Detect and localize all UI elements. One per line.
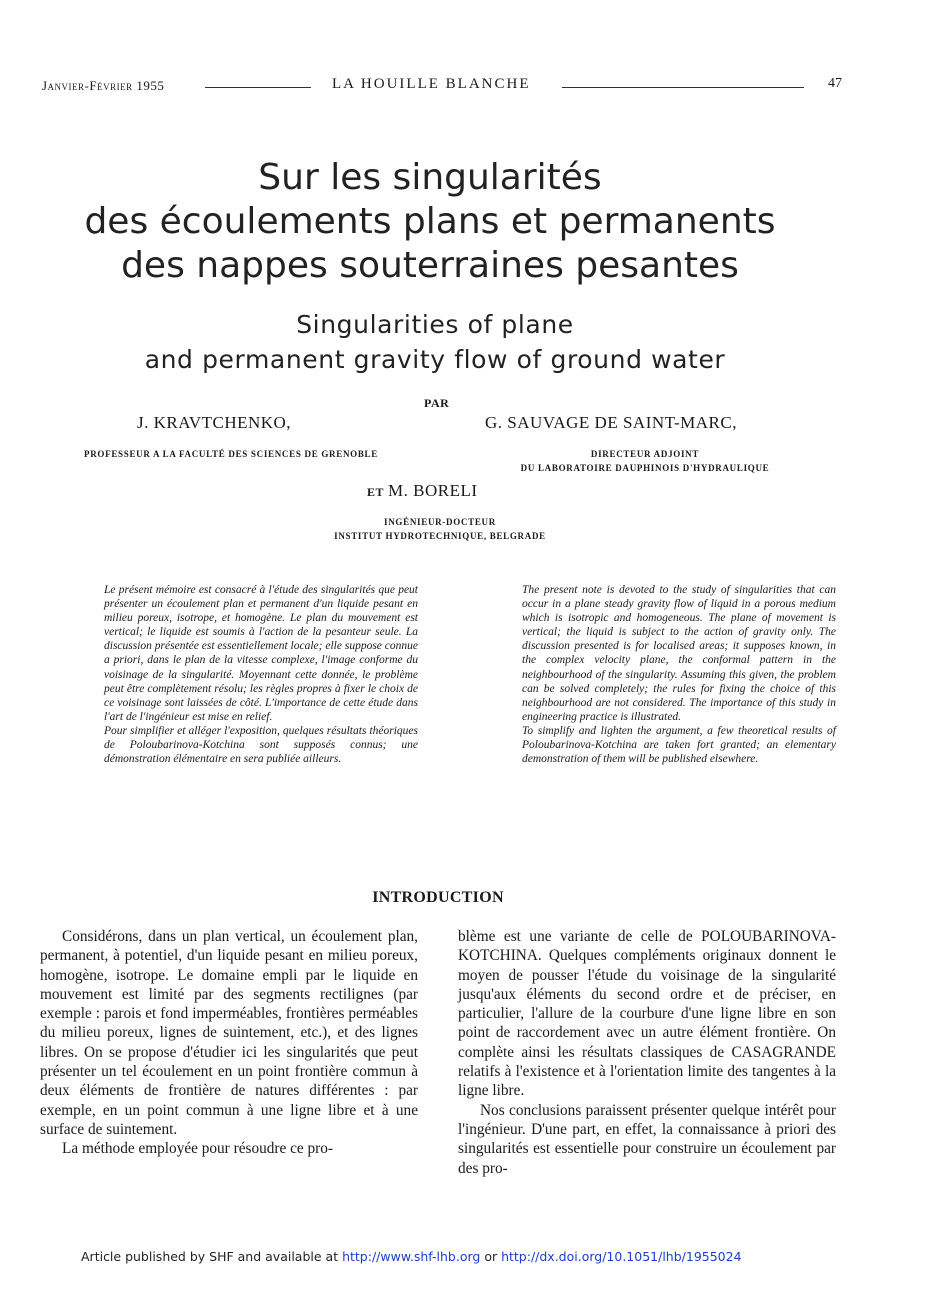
english-title-line: Singularities of plane — [296, 310, 574, 339]
body-column-right — [458, 927, 836, 1178]
footer-text: or — [480, 1249, 502, 1264]
doi-link[interactable]: http://dx.doi.org/10.1051/lhb/1955024 — [501, 1249, 742, 1264]
affiliation-line: DU LABORATOIRE DAUPHINOIS D'HYDRAULIQUE — [520, 463, 770, 473]
english-title — [0, 307, 870, 377]
french-title — [0, 156, 860, 288]
author-sauvage-affiliation — [500, 447, 790, 475]
publication-footer — [81, 1249, 742, 1264]
french-title-line: des nappes souterraines pesantes — [121, 245, 739, 286]
author-sauvage: G. SAUVAGE DE SAINT-MARC, — [485, 413, 737, 432]
page-number: 47 — [828, 76, 842, 91]
author-boreli: M. BORELI — [388, 481, 478, 500]
abstract-english — [522, 583, 836, 766]
abstract-paragraph: The present note is devoted to the study of singularities that can occur in a plane steady gravity flow of liquid in a porous medium which is isotropic and homogeneous. The plane of movement is vertical; the liquid is subject to the action of gravity only. The discussion presented is for localised areas; it supposes known, in the complex velocity plane, the conformal pattern in the neighbourhood of the singularity. Assuming this given, the problem can be solved completely; the rules for fixing the choice of this neighbourhood are not considered. The importance of this study in engineering practice is illustrated. — [522, 584, 836, 723]
body-paragraph: blème est une variante de celle de POLOUBARINOVA-KOTCHINA. Quelques compléments originaux donnent le moyen de pousser l'étude du voisinage de la singularité jusqu'aux éléments du second ordre et de préciser, en particulier, l'allure de la courbure d'une ligne libre en son point de raccordement avec un autre élément frontière. On complète ainsi les résultats classiques de CASAGRANDE relatifs à l'existence et à l'orientation limite des tangentes à la ligne libre. — [458, 928, 836, 1100]
by-label: PAR — [424, 396, 450, 410]
french-title-line: Sur les singularités — [258, 157, 602, 198]
body-paragraph: La méthode employée pour résoudre ce pro- — [62, 1140, 333, 1158]
body-paragraph: Considérons, dans un plan vertical, un écoulement plan, permanent, à potentiel, d'un liquide pesant en milieu poreux, homogène, isotrope. Le domaine empli par le liquide en mouvement est limité par des segments rectilignes (par exemple : parois et fond imperméables, frontières perméables du milieu poreux, lignes de suintement, etc.), et des lignes libres. On se propose d'étudier ici les singularités que peut présenter un tel écoulement en un point frontière commun à deux éléments de frontière de natures différentes : par exemple, en un point commun à une ligne libre et à une surface de suintement. — [40, 928, 418, 1138]
french-title-line: des écoulements plans et permanents — [84, 201, 776, 242]
shf-link[interactable]: http://www.shf-lhb.org — [342, 1249, 481, 1264]
affiliation-line: INSTITUT HYDROTECHNIQUE, BELGRADE — [334, 531, 546, 541]
body-paragraph: Nos conclusions paraissent présenter quelque intérêt pour l'ingénieur. D'une part, en effet, la connaissance à priori des singularités est essentielle pour construire un écoulement par des pro- — [458, 1101, 836, 1177]
running-header — [42, 76, 842, 98]
body-column-left — [40, 927, 418, 1159]
author-kravtchenko: J. KRAVTCHENKO, — [137, 413, 292, 432]
journal-name: LA HOUILLE BLANCHE — [332, 76, 531, 92]
header-rule-right — [562, 87, 804, 88]
abstract-paragraph: Pour simplifier et alléger l'exposition, quelques résultats théoriques de Poloubarinova-Kotchina sont supposés connus; une démonstration élémentaire en sera publiée ailleurs. — [104, 724, 418, 766]
abstract-paragraph: Le présent mémoire est consacré à l'étude des singularités que peut présenter un écoulement plan et permanent d'un liquide pesant en milieu poreux, isotrope, et homogène. Le plan du mouvement est vertical; le liquide est soumis à l'action de la pesanteur seule. La discussion présentée est essentiellement locale; elle suppose connue a priori, dans le plan de la vitesse complexe, l'image conforme du voisinage de la singularité. Moyennant cette donnée, le problème peut être complètement résolu; les règles propres à fixer le choix de ce voisinage sont laissées de côté. L'importance de cette étude dans l'art de l'ingénieur est mise en relief. — [104, 584, 418, 723]
author-boreli-affiliation — [300, 515, 580, 543]
affiliation-line: DIRECTEUR ADJOINT — [590, 449, 700, 459]
and-label: ET — [367, 485, 385, 499]
footer-text: Article published by SHF and available at — [81, 1249, 343, 1264]
english-title-line: and permanent gravity flow of ground water — [144, 345, 726, 374]
abstract-paragraph: To simplify and lighten the argument, a few theoretical results of Poloubarinova-Kotchina are taken fort granted; an elementary demonstration of them will be published elsewhere. — [522, 724, 836, 766]
header-rule-left — [205, 87, 311, 88]
section-heading: INTRODUCTION — [372, 889, 504, 906]
author-boreli-line — [367, 481, 478, 501]
author-kravtchenko-affiliation: PROFESSEUR A LA FACULTÉ DES SCIENCES DE GRENOBLE — [84, 449, 378, 459]
affiliation-line: INGÉNIEUR-DOCTEUR — [384, 517, 496, 527]
issue-date: Janvier-Février 1955 — [42, 78, 165, 93]
abstract-french — [104, 583, 418, 766]
